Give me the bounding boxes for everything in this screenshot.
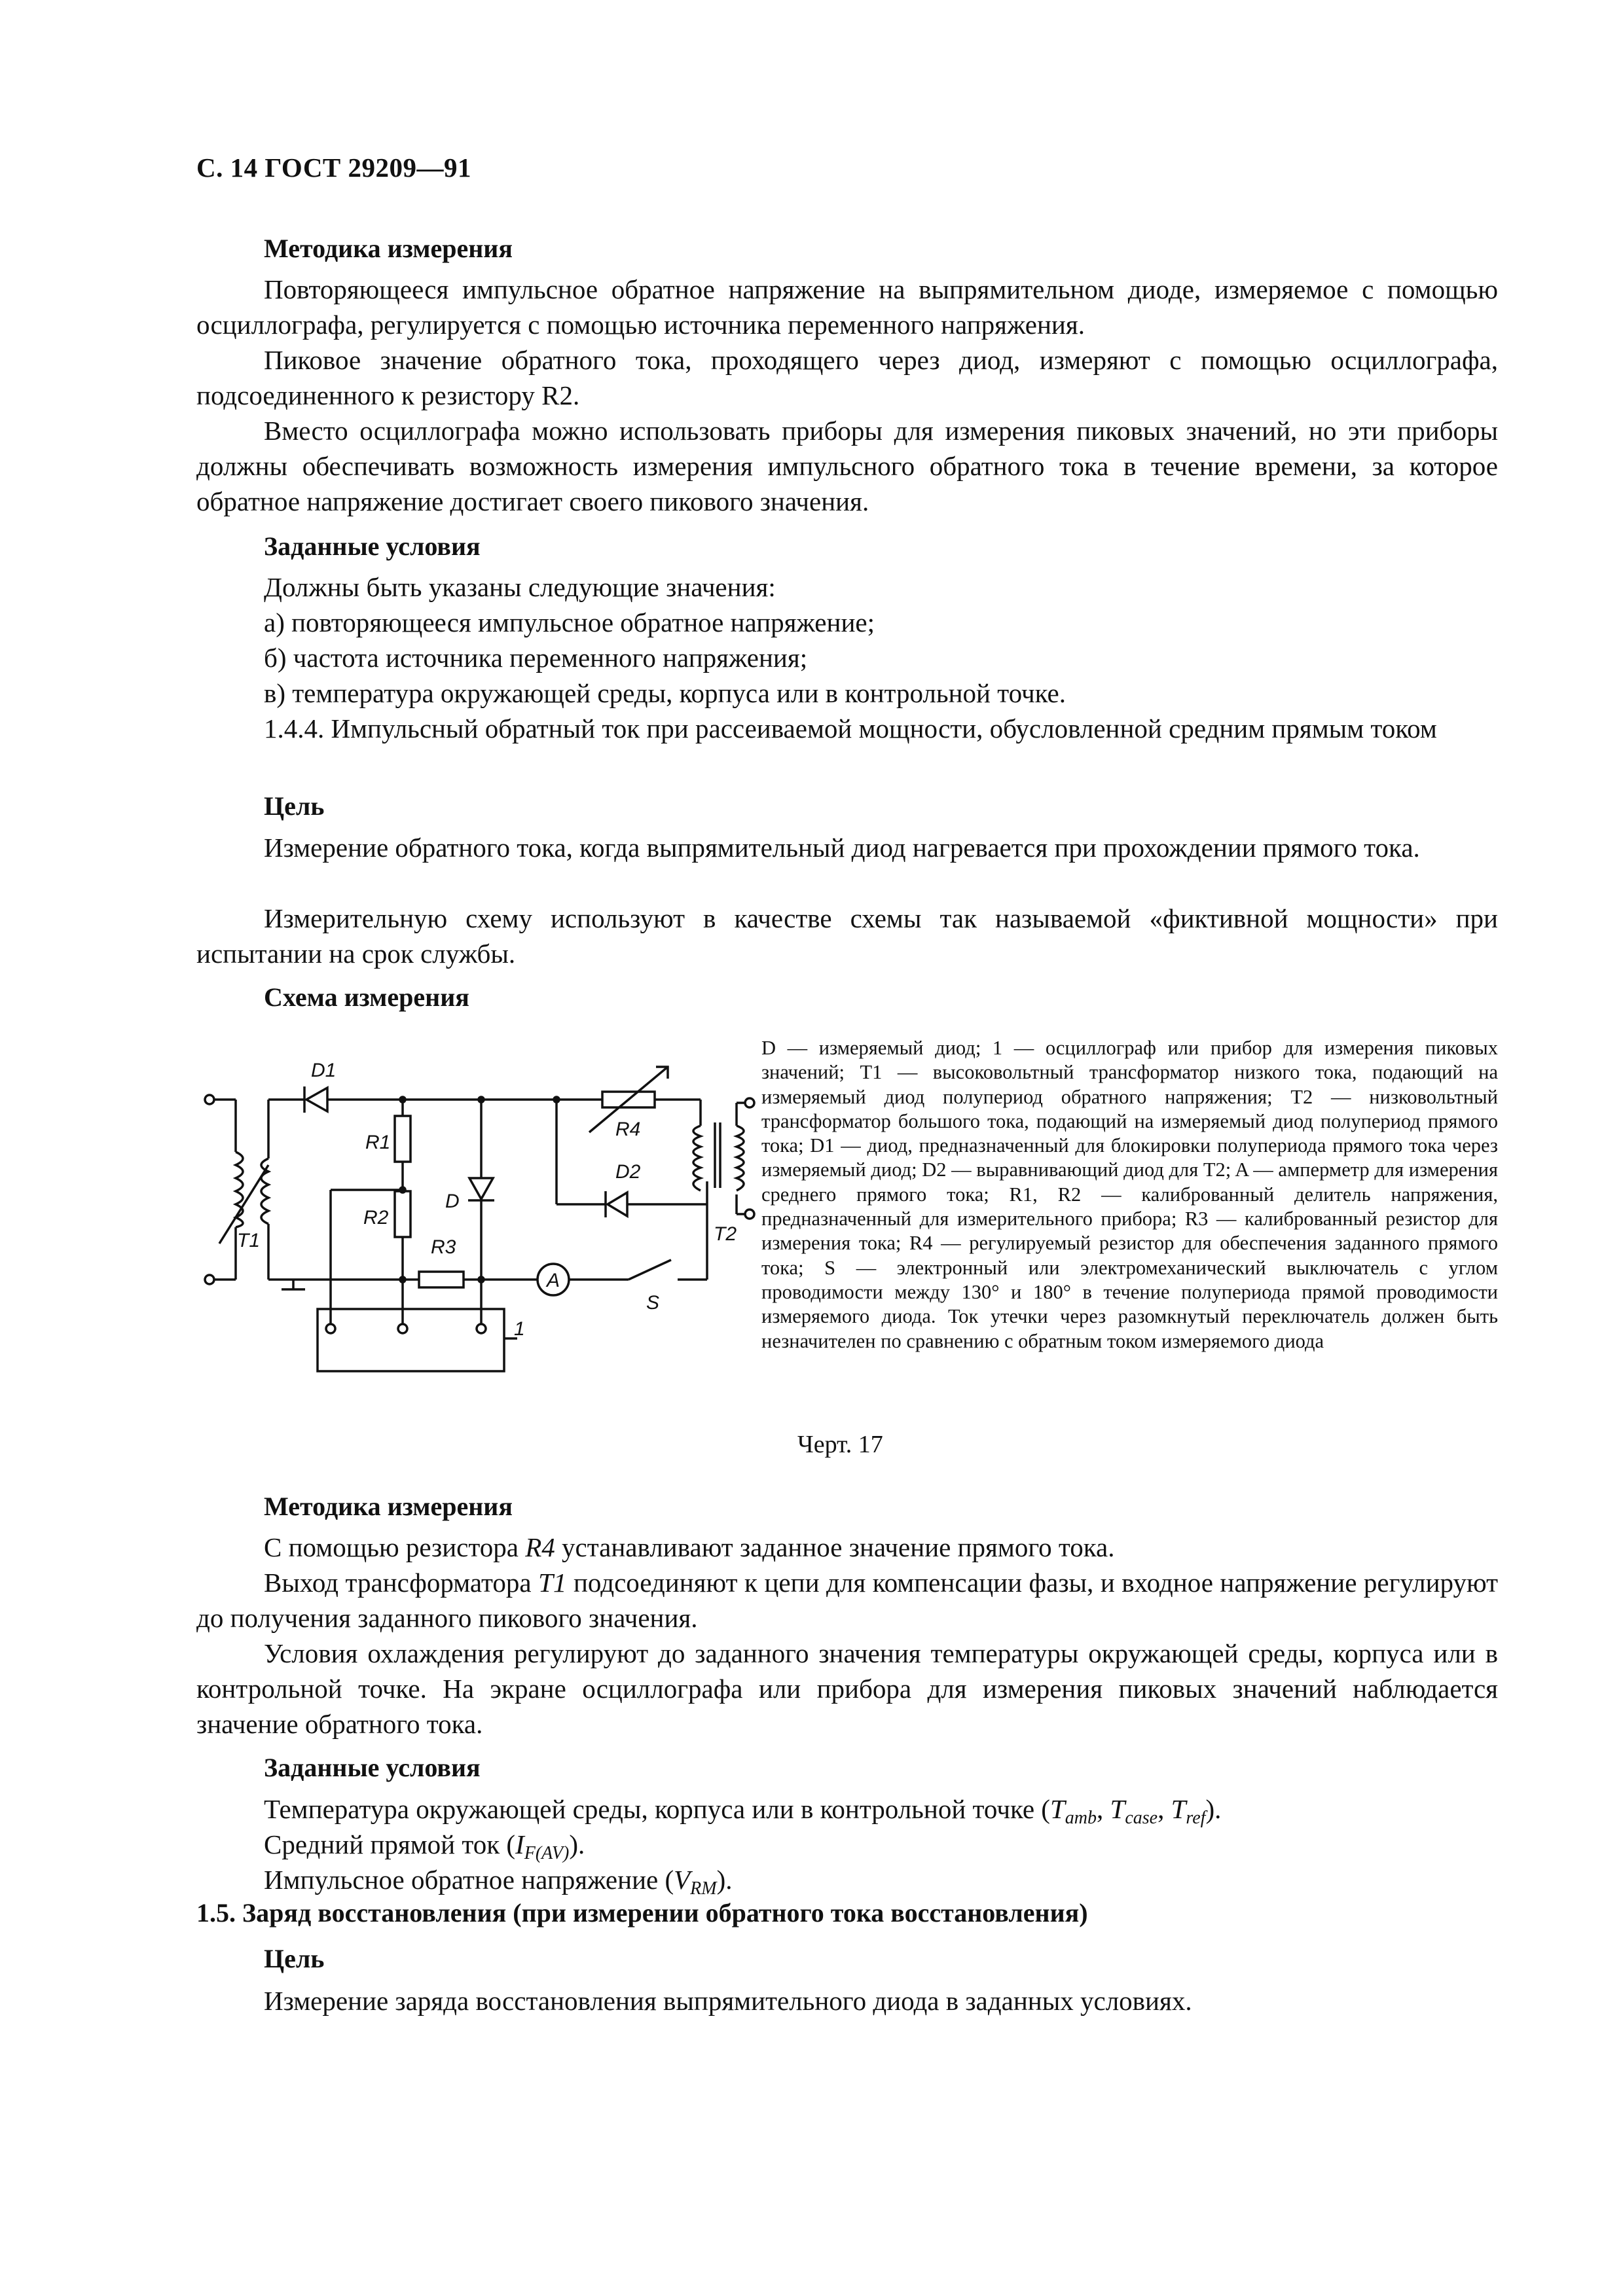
method2-paragraph-3: Условия охлаждения регулируют до заданного значения температуры окружающей среды, корпуса или в контрольной точке. На экране осциллографа или прибора для измерения пиковых значений наблюдается значение обратного тока.	[196, 1638, 1498, 1739]
label-t1: T1	[237, 1230, 261, 1251]
figure-number: Черт. 17	[797, 1431, 883, 1458]
method2-paragraph-2: Выход трансформатора T1 подсоединяют к цепи для компенсации фазы, и входное напряжение регулируют до получения заданного пикового значения.	[196, 1568, 1498, 1633]
condition-a: а) повторяющееся импульсное обратное напряжение;	[264, 607, 875, 637]
label-d2: D2	[615, 1161, 641, 1183]
condition-b: б) частота источника переменного напряжения;	[264, 643, 808, 673]
label-r4: R4	[615, 1119, 641, 1140]
heading-goal-1: Цель	[264, 791, 325, 821]
label-t2: T2	[714, 1223, 737, 1245]
label-r2: R2	[363, 1207, 389, 1229]
conditions-intro: Должны быть указаны следующие значения:	[264, 572, 776, 602]
method-paragraph-2: Пиковое значение обратного тока, проходящего через диод, измеряют с помощью осциллографа, подсоединенного к резистору R2.	[196, 345, 1498, 410]
method2-paragraph-1: С помощью резистора R4 устанавливают заданное значение прямого тока.	[264, 1532, 1115, 1562]
goal-paragraph-1: Измерение обратного тока, когда выпрямительный диод нагревается при прохождении прямого тока.	[264, 833, 1420, 863]
section-1-4-4-title: 1.4.4. Импульсный обратный ток при рассеиваемой мощности, обусловленной средним прямым током	[264, 713, 1437, 744]
label-r3: R3	[431, 1236, 456, 1258]
method-paragraph-3: Вместо осциллографа можно использовать приборы для измерения пиковых значений, но эти приборы должны обеспечивать возможность измерения импульсного обратного тока в течение времени, за которое обратное напряжение достигает своего пикового значения.	[196, 416, 1498, 516]
label-instrument: 1	[514, 1318, 525, 1340]
condition-reverse-voltage: Импульсное обратное напряжение $(V_{RM})$.	[264, 1865, 733, 1899]
label-d: D	[445, 1191, 460, 1212]
circuit-diagram	[190, 1041, 766, 1381]
label-s: S	[646, 1292, 660, 1314]
method-paragraph-1: Повторяющееся импульсное обратное напряжение на выпрямительном диоде, измеряемое с помощью осциллографа, регулируется с помощью источника переменного напряжения.	[196, 274, 1498, 340]
condition-forward-current: Средний прямой ток $(I_{F(AV)})$.	[264, 1829, 585, 1863]
heading-method-1: Методика измерения	[264, 234, 513, 263]
label-d1: D1	[311, 1060, 337, 1081]
heading-conditions-2: Заданные условия	[264, 1753, 481, 1782]
heading-goal-2: Цель	[264, 1944, 325, 1973]
label-r1: R1	[365, 1132, 391, 1153]
label-a: A	[547, 1270, 560, 1291]
condition-temperature: Температура окружающей среды, корпуса или в контрольной точке ($T_{amb}$, $T_{case}$, $T_{ref}$).	[264, 1794, 1222, 1828]
figure-caption: D — измеряемый диод; 1 — осциллограф или прибор для измерения пиковых значений; T1 — высоковольтный трансформатор низкого тока, подающий на измеряемый диод полупериод обратного напряжения; T2 — низковольтный трансформатор большого тока, подающий на измеряемый диод полупериод прямого тока; D1 — диод, предназначенный для блокировки полупериода прямого тока через измеряемый диод; D2 — выравнивающий диод для T2; A — амперметр для измерения среднего прямого тока; R1, R2 — калиброванный делитель напряжения, предназначенный для измерительного прибора; R3 — калиброванный резистор для измерения тока; R4 — регулируемый резистор для обеспечения заданного прямого тока; S — электронный или электромеханический выключатель с углом проводимости между 130° и 180° в течение полупериода прямой проводимости измеряемого диода. Ток утечки через разомкнутый переключатель должен быть незначителен по сравнению с обратным током измеряемого диода	[761, 1037, 1498, 1352]
condition-c: в) температура окружающей среды, корпуса или в контрольной точке.	[264, 678, 1066, 708]
heading-scheme: Схема измерения	[264, 982, 469, 1012]
page-header: С. 14 ГОСТ 29209—91	[196, 152, 472, 183]
heading-method-2: Методика измерения	[264, 1492, 513, 1521]
goal2-paragraph-1: Измерение заряда восстановления выпрямительного диода в заданных условиях.	[264, 1986, 1192, 2016]
heading-conditions-1: Заданные условия	[264, 531, 481, 561]
goal-paragraph-2: Измерительную схему используют в качестве схемы так называемой «фиктивной мощности» при испытании на срок службы.	[196, 903, 1498, 969]
section-1-5-title: 1.5. Заряд восстановления (при измерении обратного тока восстановления)	[196, 1898, 1088, 1928]
